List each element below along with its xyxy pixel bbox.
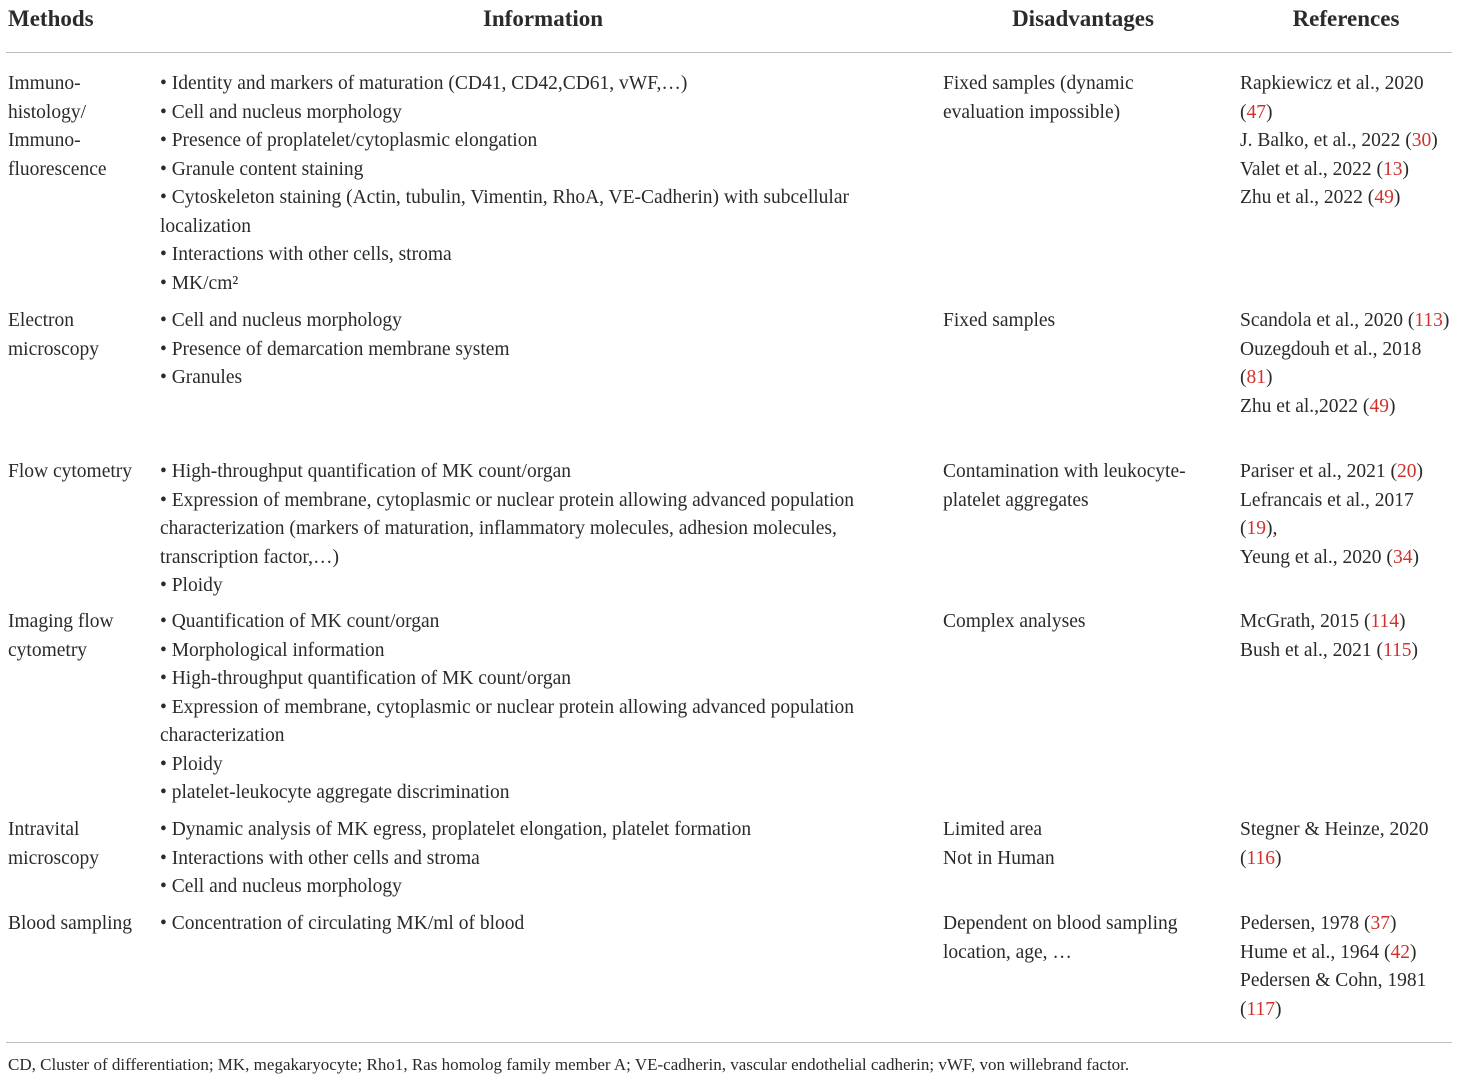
method-cell: Imaging flow cytometry — [8, 611, 114, 661]
information-bullet: • Cytoskeleton staining (Actin, tubulin, Vimentin, RhoA, VE-Cadherin) with subcellular localization — [160, 187, 849, 237]
disadvantages-cell — [943, 70, 1215, 127]
reference-entry: Ouzegdouh et al., 2018 (81) — [1240, 338, 1422, 388]
footer-rule — [6, 1042, 1452, 1043]
information-bullet: • Cell and nucleus morphology — [160, 101, 402, 123]
reference-entry: Yeung et al., 2020 (34) — [1240, 546, 1419, 568]
method-cell: Flow cytometry — [8, 461, 133, 482]
reference-number-link[interactable]: 114 — [1370, 611, 1400, 632]
references-cell — [1240, 458, 1456, 572]
information-bullet: • Granules — [160, 367, 243, 388]
reference-number-link[interactable]: 49 — [1369, 395, 1389, 417]
disadvantages-cell — [943, 816, 1215, 873]
information-cell — [160, 910, 930, 939]
information-bullet: • Granule content staining — [160, 158, 364, 180]
reference-entry: Valet et al., 2022 (13) — [1240, 158, 1409, 180]
table-footnote: CD, Cluster of differentiation; MK, megakaryocyte; Rho1, Ras homolog family member A; VE-cadherin, vascular endothelial cadherin; vWF, von willebrand factor. — [8, 1055, 1130, 1074]
reference-number-link[interactable]: 47 — [1246, 101, 1266, 123]
reference-entry: Zhu et al.,2022 (49) — [1240, 395, 1396, 417]
method-cell: Blood sampling — [8, 913, 133, 934]
information-bullet: • Morphological information — [160, 639, 385, 661]
reference-number-link[interactable]: 113 — [1414, 310, 1443, 331]
reference-number-link[interactable]: 37 — [1370, 913, 1391, 934]
references-cell — [1240, 307, 1456, 421]
information-bullet: • Interactions with other cells and stroma — [160, 847, 480, 869]
information-bullet: • Concentration of circulating MK/ml of blood — [160, 913, 525, 934]
information-cell — [160, 70, 930, 298]
references-cell — [1240, 608, 1456, 665]
reference-entry: Pariser et al., 2021 (20) — [1240, 461, 1424, 482]
disadvantages-cell — [943, 458, 1215, 515]
information-bullet: • Ploidy — [160, 575, 223, 596]
reference-entry: Bush et al., 2021 (115) — [1240, 639, 1419, 661]
method-cell: Immuno-histology/ Immuno-fluorescence — [8, 73, 107, 180]
information-bullet: • Cell and nucleus morphology — [160, 310, 402, 331]
disadvantage-text: Dependent on blood sampling location, age, … — [943, 913, 1178, 963]
information-bullet: • MK/cm² — [160, 272, 239, 294]
references-cell — [1240, 816, 1456, 873]
information-cell — [160, 458, 930, 601]
information-cell — [160, 608, 930, 808]
reference-entry: Lefrancais et al., 2017 (19), — [1240, 489, 1414, 539]
method-cell: Electron microscopy — [8, 310, 99, 360]
reference-number-link[interactable]: 20 — [1397, 461, 1417, 482]
reference-entry: Pedersen, 1978 (37) — [1240, 913, 1397, 934]
reference-number-link[interactable]: 34 — [1392, 546, 1413, 568]
information-bullet: • Presence of proplatelet/cytoplasmic elongation — [160, 130, 538, 151]
reference-entry: Zhu et al., 2022 (49) — [1240, 187, 1401, 208]
reference-entry: McGrath, 2015 (114) — [1240, 611, 1406, 632]
reference-entry: Pedersen & Cohn, 1981 (117) — [1240, 970, 1427, 1020]
header-rule — [6, 52, 1452, 53]
reference-number-link[interactable]: 115 — [1382, 639, 1412, 661]
disadvantages-cell — [943, 910, 1215, 967]
information-bullet: • Ploidy — [160, 753, 223, 775]
disadvantage-text: Contamination with leukocyte-platelet aggregates — [943, 461, 1186, 511]
references-cell — [1240, 70, 1456, 213]
reference-number-link[interactable]: 81 — [1246, 367, 1266, 388]
header-disadvantages: Disadvantages — [1012, 6, 1154, 31]
information-bullet: • Dynamic analysis of MK egress, proplatelet elongation, platelet formation — [160, 819, 752, 840]
information-bullet: • Expression of membrane, cytoplasmic or nuclear protein allowing advanced population characterization (markers of maturation, inflammatory molecules, adhesion molecules, transcription factor,…) — [160, 489, 854, 568]
header-information: Information — [482, 6, 604, 31]
information-bullet: • Expression of membrane, cytoplasmic or nuclear protein allowing advanced population characterization — [160, 696, 854, 746]
information-cell — [160, 307, 930, 393]
disadvantages-cell — [943, 307, 1215, 336]
disadvantage-text: Limited area — [943, 819, 1043, 840]
reference-number-link[interactable]: 49 — [1374, 187, 1394, 208]
reference-entry: Stegner & Heinze, 2020 (116) — [1240, 819, 1429, 869]
disadvantage-text: Fixed samples — [943, 310, 1056, 331]
information-bullet: • High-throughput quantification of MK count/organ — [160, 461, 572, 482]
reference-number-link[interactable]: 116 — [1246, 847, 1276, 869]
reference-number-link[interactable]: 42 — [1390, 941, 1411, 963]
information-bullet: • Cell and nucleus morphology — [160, 876, 402, 897]
disadvantage-text: Not in Human — [943, 847, 1055, 869]
information-bullet: • Quantification of MK count/organ — [160, 611, 440, 632]
reference-entry: Hume et al., 1964 (42) — [1240, 941, 1417, 963]
references-cell — [1240, 910, 1456, 1024]
disadvantages-cell — [943, 608, 1215, 637]
information-bullet: • Interactions with other cells, stroma — [160, 244, 452, 265]
information-bullet: • Presence of demarcation membrane system — [160, 338, 510, 360]
information-bullet: • Identity and markers of maturation (CD41, CD42,CD61, vWF,…) — [160, 73, 688, 94]
reference-entry: Scandola et al., 2020 (113) — [1240, 310, 1450, 331]
header-references: References — [1292, 6, 1400, 31]
method-cell: Intravital microscopy — [8, 819, 99, 869]
reference-entry: J. Balko, et al., 2022 (30) — [1240, 130, 1438, 151]
information-cell — [160, 816, 930, 902]
reference-number-link[interactable]: 30 — [1411, 130, 1432, 151]
disadvantage-text: Complex analyses — [943, 611, 1086, 632]
information-bullet: • platelet-leukocyte aggregate discrimination — [160, 782, 510, 803]
reference-number-link[interactable]: 19 — [1246, 518, 1266, 539]
information-bullet: • High-throughput quantification of MK count/organ — [160, 668, 572, 689]
reference-number-link[interactable]: 13 — [1382, 158, 1403, 180]
header-methods: Methods — [8, 6, 94, 31]
reference-entry: Rapkiewicz et al., 2020 (47) — [1240, 73, 1424, 123]
reference-number-link[interactable]: 117 — [1246, 998, 1276, 1020]
disadvantage-text: Fixed samples (dynamic evaluation impossible) — [943, 73, 1134, 123]
